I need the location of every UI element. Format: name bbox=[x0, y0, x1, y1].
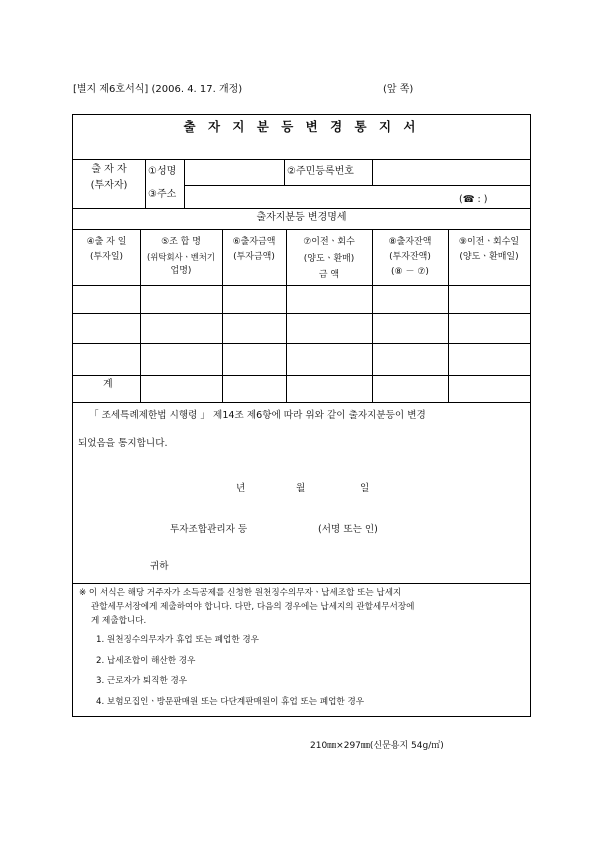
statement-line-1: 「 조세특례제한법 시행령 」 제14조 제6항에 따라 위와 같이 출자지분등이 변경 bbox=[89, 410, 426, 421]
note-item: 1. 원천징수의무자가 휴업 또는 폐업한 경우 bbox=[96, 635, 259, 645]
note-intro-line-3: 게 제출합니다. bbox=[91, 616, 147, 626]
address-label: ③주소 bbox=[148, 189, 177, 200]
statement-line-2: 되었음을 통지합니다. bbox=[78, 438, 168, 449]
details-title: 출자지분등 변경명세 bbox=[256, 212, 347, 223]
date-day-label: 일 bbox=[360, 483, 370, 494]
phone-label: (☎ : ) bbox=[459, 194, 488, 205]
column-header-balance: ⑧출자잔액 bbox=[388, 237, 432, 247]
column-header-investment-amount: ⑥출자금액 bbox=[232, 237, 276, 247]
form-title: 출 자 지 분 등 변 경 통 지 서 bbox=[183, 119, 420, 134]
name-field[interactable] bbox=[184, 162, 284, 184]
date-year-label: 년 bbox=[236, 483, 246, 494]
column-header-association-name-sub: (위탁회사ㆍ벤처기 bbox=[147, 252, 215, 262]
note-item: 2. 납세조합이 해산한 경우 bbox=[96, 656, 196, 666]
column-header-association-name-sub2: 업명) bbox=[170, 266, 192, 276]
paper-spec: 210㎜×297㎜(신문용지 54g/㎡) bbox=[310, 741, 444, 751]
column-header-investment-date: ④출 자 일 bbox=[86, 237, 127, 247]
investor-label: 출 자 자 bbox=[91, 164, 127, 175]
column-header-transfer-date-sub: (양도ㆍ환매일) bbox=[459, 252, 519, 262]
column-header-transfer-date: ⑨이전ㆍ회수일 bbox=[458, 237, 520, 247]
note-item: 4. 보험모집인ㆍ방문판매원 또는 다단계판매원이 휴업 또는 폐업한 경우 bbox=[96, 697, 365, 707]
note-item: 3. 근로자가 퇴직한 경우 bbox=[96, 676, 188, 686]
note-intro-line-2: 관할세무서장에게 제출하여야 합니다. 다만, 다음의 경우에는 납세지의 관할세무서장에 bbox=[91, 602, 415, 612]
addressee-label: 귀하 bbox=[150, 561, 169, 572]
address-field[interactable] bbox=[184, 186, 454, 207]
notice-form bbox=[72, 114, 531, 717]
date-month-label: 월 bbox=[296, 483, 306, 494]
column-header-investment-amount-sub: (투자금액) bbox=[233, 252, 275, 262]
column-header-investment-date-sub: (투자일) bbox=[89, 252, 124, 262]
resident-number-field[interactable] bbox=[372, 162, 530, 184]
note-intro-line-1: ※ 이 서식은 해당 거주자가 소득공제를 신청한 원천징수의무자ㆍ납세조합 또는 납세지 bbox=[79, 588, 402, 598]
column-header-balance-formula: (⑧ － ⑦) bbox=[391, 267, 429, 277]
column-header-balance-sub: (투자잔액) bbox=[389, 252, 431, 262]
column-header-transfer-amount-sub2: 금 액 bbox=[318, 270, 340, 280]
signature-label: (서명 또는 인) bbox=[318, 524, 378, 535]
name-label: ①성명 bbox=[148, 166, 177, 177]
investor-label-sub: (투자자) bbox=[90, 180, 128, 191]
page-side-label: (앞 쪽) bbox=[383, 84, 414, 95]
manager-label: 투자조합관리자 등 bbox=[170, 524, 248, 535]
column-header-association-name: ⑤조 합 명 bbox=[161, 237, 201, 247]
resident-number-label: ②주민등록번호 bbox=[287, 166, 354, 177]
column-header-transfer-amount-sub: (양도ㆍ환매) bbox=[303, 254, 355, 264]
column-header-transfer-amount: ⑦이전ㆍ회수 bbox=[303, 237, 355, 247]
form-reference: [별지 제6호서식] (2006. 4. 17. 개정) bbox=[73, 84, 243, 95]
total-row-label: 계 bbox=[103, 379, 113, 390]
